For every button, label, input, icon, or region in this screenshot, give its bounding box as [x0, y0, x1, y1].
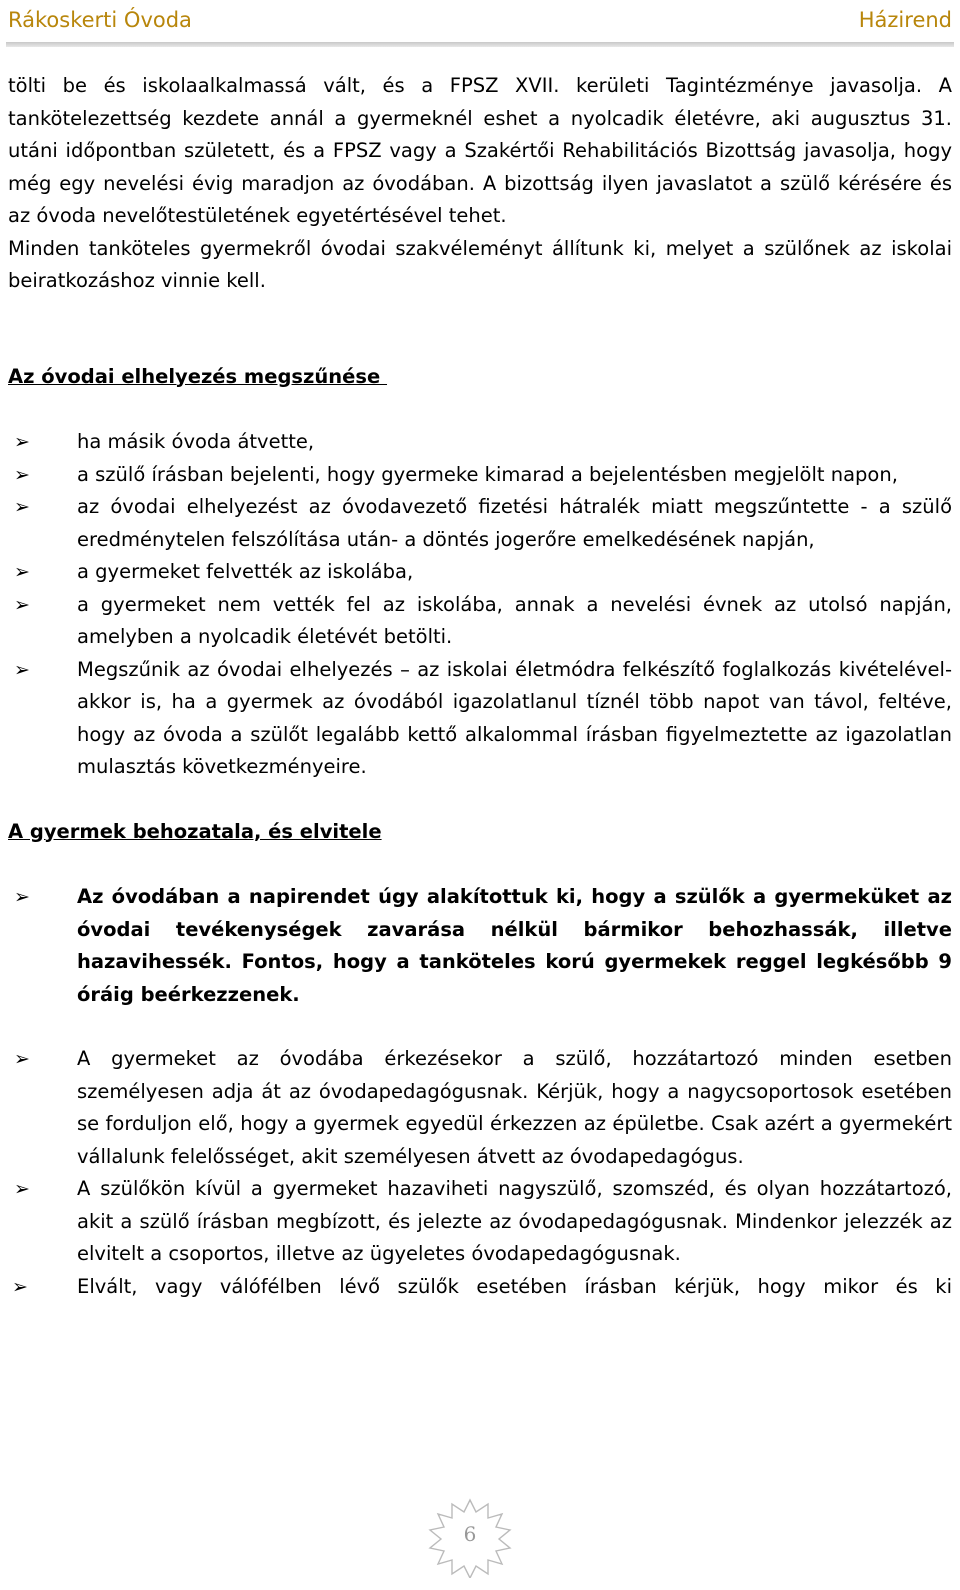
arrow-bullet-icon: ➢: [14, 496, 30, 518]
intro-paragraph-2: Minden tanköteles gyermekről óvodai szakvéleményt állítunk ki, melyet a szülőnek az iskolai beiratkozáshoz vinnie kell.: [8, 236, 952, 292]
list-item: ➢ Elvált, vagy válófélben lévő szülők esetében írásban kérjük, hogy mikor és ki: [8, 1271, 952, 1304]
section-heading-placement-end: Az óvodai elhelyezés megszűnése: [8, 364, 388, 388]
placement-end-list: [8, 426, 952, 784]
header-divider: [6, 42, 954, 47]
arrow-bullet-icon: ➢: [12, 1275, 28, 1298]
list-item: ➢ A szülőkön kívül a gyermeket hazaviheti nagyszülő, szomszéd, és olyan hozzátartozó, akit a szülő írásban megbízott, és jelezte az óvodapedagógusnak. Mindenkor jelezzék az elvitelt a csoportos, illetve az ügyeletes óvodapedagógusnak.: [8, 1173, 952, 1271]
arrow-bullet-icon: ➢: [14, 593, 30, 616]
arrow-bullet-icon: ➢: [14, 561, 30, 583]
intro-paragraph-1: tölti be és iskolaalkalmassá vált, és a FPSZ XVII. kerületi Tagintézménye javasolja. A tankötelezettség kezdete annál a gyermeknél eshet a nyolcadik életévre, aki augusztus 31. utáni időpontban született, és a FPSZ vagy a Szakértői Rehabilitációs Bizottság javasolja, hogy még egy nevelési évig maradjon az óvodában. A bizottság ilyen javaslatot a szülő kérésére és az óvoda nevelőtestületének egyetértésével tehet.: [8, 74, 952, 227]
page-header: [0, 0, 960, 52]
list-item: ➢ Megszűnik az óvodai elhelyezés – az iskolai életmódra felkészítő foglalkozás kivételével- akkor is, ha a gyermek az óvodából igazolatlanul tíznél több napot van távol, feltéve, hogy az óvoda a szülőt legalább kettő alkalommal írásban figyelmeztette az igazolatlan mulasztás következményeire.: [8, 654, 952, 784]
arrow-bullet-icon: ➢: [14, 431, 30, 453]
drop-off-bold-list: [8, 881, 952, 1011]
arrow-bullet-icon: ➢: [14, 886, 30, 908]
arrow-bullet-icon: ➢: [14, 463, 30, 486]
list-item: ➢ az óvodai elhelyezést az óvodavezető fizetési hátralék miatt megszűntette - a szülő eredménytelen felszólítása után- a döntés jogerőre emelkedésének napján,: [8, 491, 952, 556]
list-item: ➢ A gyermeket az óvodába érkezésekor a szülő, hozzátartozó minden esetben személyesen adja át az óvodapedagógusnak. Kérjük, hogy a nagycsoportosok esetében se forduljon elő, hogy a gyermek egyedül érkezzen az épületbe. Csak azért a gyermekért vállalunk felelősséget, akit személyesen átvett az óvodapedagógus.: [8, 1043, 952, 1173]
section-heading-drop-off-pick-up: A gyermek behozatala, és elvitele: [8, 819, 382, 843]
header-document-title: Házirend: [858, 8, 952, 32]
drop-off-list: [8, 1043, 952, 1303]
list-item: ➢ a gyermeket felvették az iskolába,: [8, 556, 952, 589]
list-item: ➢ ha másik óvoda átvette,: [8, 426, 952, 459]
list-item: ➢ Az óvodában a napirendet úgy alakítottuk ki, hogy a szülők a gyermeküket az óvodai tevékenységek zavarása nélkül bármikor behozhassák, illetve hazavihessék. Fontos, hogy a tanköteles korú gyermekek reggel legkésőbb 9 óráig beérkezzenek.: [8, 881, 952, 1011]
page-number: 6: [463, 1522, 477, 1546]
arrow-bullet-icon: ➢: [14, 1048, 30, 1070]
list-item: ➢ a szülő írásban bejelenti, hogy gyermeke kimarad a bejelentésben megjelölt napon,: [8, 459, 952, 492]
arrow-bullet-icon: ➢: [14, 658, 30, 681]
arrow-bullet-icon: ➢: [14, 1178, 30, 1200]
header-institution-name: Rákoskerti Óvoda: [8, 8, 192, 32]
page-footer: [420, 1498, 520, 1578]
list-item: ➢ a gyermeket nem vették fel az iskolába, annak a nevelési évnek az utolsó napján, amelyben a nyolcadik életévét betölti.: [8, 589, 952, 654]
page-content: [8, 70, 952, 1303]
